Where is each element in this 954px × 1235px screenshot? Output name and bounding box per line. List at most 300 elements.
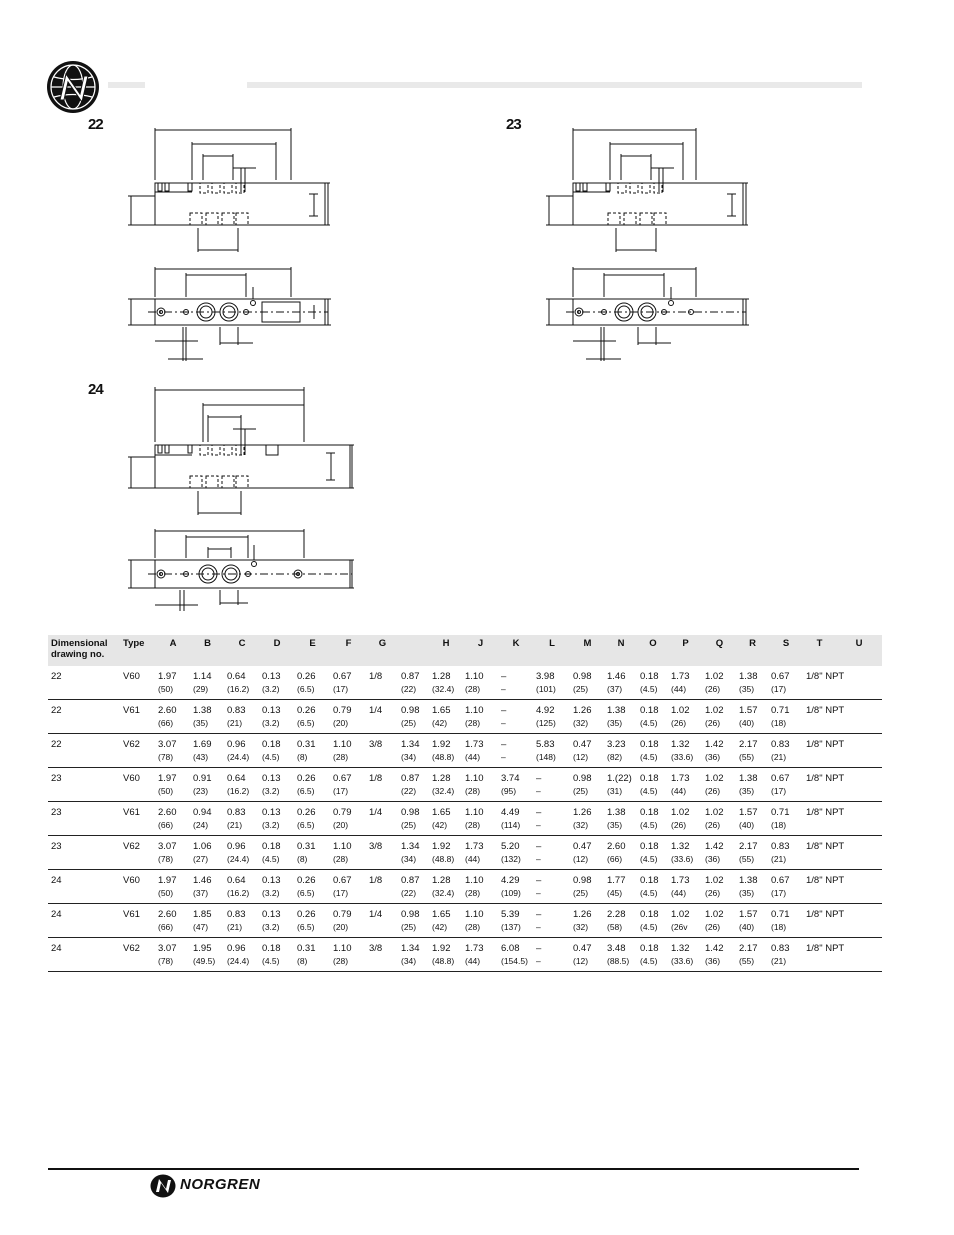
- column-header: M: [570, 635, 604, 666]
- mm-value-cell: (16.2): [224, 888, 259, 904]
- mm-value-cell: (4.5): [637, 820, 668, 836]
- inch-value-cell: 4.49: [501, 807, 520, 818]
- column-header: Type: [120, 635, 155, 666]
- mm-value-cell: (21): [768, 854, 803, 870]
- mm-value-cell: –: [533, 786, 570, 802]
- mm-value-cell: (114): [498, 820, 533, 836]
- table-row: [48, 904, 882, 923]
- filler-cell: [835, 752, 882, 768]
- inch-value-cell: 0.87: [401, 671, 420, 682]
- inch-value-cell: 1.73: [671, 671, 690, 682]
- mm-value-cell: (24.4): [224, 752, 259, 768]
- globe-swoosh-logo-icon: [46, 60, 100, 114]
- inch-value-cell: 1/8" NPT: [806, 739, 845, 750]
- mm-value-cell: (35): [604, 820, 637, 836]
- mm-value-cell: (42): [429, 718, 462, 734]
- mm-value-cell: (26): [702, 786, 736, 802]
- footer-rule: [48, 1168, 859, 1170]
- mm-value-cell: (32.4): [429, 888, 462, 904]
- inch-value-cell: 1/4: [369, 909, 383, 920]
- inch-value-cell: 0.13: [262, 705, 281, 716]
- inch-value-cell: 1.(22): [607, 773, 632, 784]
- inch-value-cell: 0.18: [262, 841, 281, 852]
- figure-label-24: 24: [88, 381, 103, 398]
- inch-value-cell: 1/8" NPT: [806, 909, 845, 920]
- empty-cell: [48, 786, 120, 802]
- mm-value-cell: (28): [462, 820, 498, 836]
- mm-value-cell: (50): [155, 888, 190, 904]
- inch-value-cell: 1.38: [607, 807, 626, 818]
- mm-value-cell: (32): [570, 820, 604, 836]
- mm-value-cell: –: [533, 956, 570, 972]
- mm-value-cell: [803, 922, 835, 938]
- mm-value-cell: (18): [768, 718, 803, 734]
- mm-value-cell: (44): [668, 888, 702, 904]
- inch-value-cell: 3/8: [369, 943, 383, 954]
- mm-value-cell: –: [533, 820, 570, 836]
- inch-value-cell: –: [536, 841, 542, 852]
- inch-value-cell: 6.08: [501, 943, 520, 954]
- inch-value-cell: 1.73: [671, 875, 690, 886]
- inch-value-cell: 3.48: [607, 943, 626, 954]
- inch-value-cell: –: [501, 739, 507, 750]
- header-bar-right: [247, 82, 862, 88]
- mm-value-cell: (35): [736, 684, 768, 700]
- table-row: [48, 700, 882, 719]
- drawing-22-plan-view: [128, 265, 338, 365]
- mm-value-cell: (66): [155, 718, 190, 734]
- inch-value-cell: 0.67: [333, 875, 352, 886]
- mm-value-cell: (66): [604, 854, 637, 870]
- inch-value-cell: 1/8" NPT: [806, 705, 845, 716]
- header-bar-left: [108, 82, 145, 88]
- mm-value-cell: [366, 752, 398, 768]
- table-row: [48, 768, 882, 787]
- empty-cell: [120, 684, 155, 700]
- mm-value-cell: (21): [224, 718, 259, 734]
- inch-value-cell: –: [536, 773, 542, 784]
- drawing-number-cell: 24: [51, 943, 62, 954]
- inch-value-cell: 0.87: [401, 773, 420, 784]
- column-header: F: [330, 635, 366, 666]
- mm-value-cell: (20): [330, 718, 366, 734]
- mm-value-cell: (35): [190, 718, 224, 734]
- mm-value-cell: [803, 956, 835, 972]
- inch-value-cell: 1.02: [671, 909, 690, 920]
- inch-value-cell: 0.98: [573, 671, 592, 682]
- column-header: P: [668, 635, 702, 666]
- inch-value-cell: 0.47: [573, 841, 592, 852]
- mm-value-cell: (36): [702, 752, 736, 768]
- filler-cell: [835, 820, 882, 836]
- mm-value-cell: (32): [570, 922, 604, 938]
- mm-value-cell: (40): [736, 922, 768, 938]
- mm-value-cell: (22): [398, 786, 429, 802]
- mm-value-cell: (37): [604, 684, 637, 700]
- mm-value-cell: (24.4): [224, 956, 259, 972]
- table-row-metric: [48, 820, 882, 836]
- mm-value-cell: (26): [668, 718, 702, 734]
- mm-value-cell: (25): [398, 718, 429, 734]
- inch-value-cell: 0.18: [640, 739, 659, 750]
- inch-value-cell: 0.67: [333, 671, 352, 682]
- inch-value-cell: 1.34: [401, 739, 420, 750]
- empty-cell: [48, 888, 120, 904]
- mm-value-cell: (95): [498, 786, 533, 802]
- mm-value-cell: (28): [462, 888, 498, 904]
- inch-value-cell: 0.18: [640, 909, 659, 920]
- column-header: K: [498, 635, 533, 666]
- filler-cell: [835, 888, 882, 904]
- mm-value-cell: (18): [768, 922, 803, 938]
- column-header: U: [835, 635, 882, 666]
- inch-value-cell: 1.10: [333, 739, 352, 750]
- empty-cell: [120, 786, 155, 802]
- empty-cell: [120, 854, 155, 870]
- mm-value-cell: (43): [190, 752, 224, 768]
- inch-value-cell: 1.10: [465, 773, 484, 784]
- mm-value-cell: (132): [498, 854, 533, 870]
- inch-value-cell: 1.02: [671, 705, 690, 716]
- mm-value-cell: (36): [702, 956, 736, 972]
- mm-value-cell: (4.5): [259, 956, 294, 972]
- inch-value-cell: 0.18: [640, 875, 659, 886]
- inch-value-cell: 1.38: [607, 705, 626, 716]
- mm-value-cell: (35): [604, 718, 637, 734]
- inch-value-cell: 1.38: [193, 705, 212, 716]
- inch-value-cell: 1/8" NPT: [806, 875, 845, 886]
- inch-value-cell: 0.96: [227, 943, 246, 954]
- inch-value-cell: 1/8" NPT: [806, 671, 845, 682]
- empty-cell: [48, 718, 120, 734]
- mm-value-cell: (55): [736, 752, 768, 768]
- inch-value-cell: 3.07: [158, 943, 177, 954]
- mm-value-cell: (12): [570, 752, 604, 768]
- mm-value-cell: –: [498, 718, 533, 734]
- mm-value-cell: (17): [330, 684, 366, 700]
- mm-value-cell: [803, 684, 835, 700]
- mm-value-cell: (44): [462, 752, 498, 768]
- mm-value-cell: (44): [462, 854, 498, 870]
- type-cell: V61: [123, 807, 140, 818]
- column-header: A: [155, 635, 190, 666]
- mm-value-cell: (21): [768, 956, 803, 972]
- inch-value-cell: 5.20: [501, 841, 520, 852]
- inch-value-cell: –: [536, 909, 542, 920]
- mm-value-cell: (58): [604, 922, 637, 938]
- inch-value-cell: 0.83: [771, 841, 790, 852]
- inch-value-cell: 1.28: [432, 773, 451, 784]
- mm-value-cell: (3.2): [259, 684, 294, 700]
- empty-cell: [120, 718, 155, 734]
- mm-value-cell: (6.5): [294, 718, 330, 734]
- mm-value-cell: (8): [294, 854, 330, 870]
- figure-label-23: 23: [506, 116, 521, 133]
- mm-value-cell: (8): [294, 956, 330, 972]
- drawing-24-side-view: [128, 385, 358, 520]
- table-row-metric: [48, 888, 882, 904]
- inch-value-cell: 4.29: [501, 875, 520, 886]
- mm-value-cell: (42): [429, 922, 462, 938]
- inch-value-cell: 1.26: [573, 807, 592, 818]
- mm-value-cell: (24.4): [224, 854, 259, 870]
- inch-value-cell: 0.31: [297, 841, 316, 852]
- mm-value-cell: (29): [190, 684, 224, 700]
- column-header: O: [637, 635, 668, 666]
- inch-value-cell: 1.65: [432, 807, 451, 818]
- mm-value-cell: (66): [155, 820, 190, 836]
- table-row-metric: [48, 956, 882, 972]
- type-cell: V60: [123, 773, 140, 784]
- inch-value-cell: 0.67: [771, 671, 790, 682]
- inch-value-cell: 1.10: [333, 841, 352, 852]
- mm-value-cell: –: [533, 922, 570, 938]
- mm-value-cell: (32.4): [429, 684, 462, 700]
- mm-value-cell: (137): [498, 922, 533, 938]
- inch-value-cell: 5.39: [501, 909, 520, 920]
- inch-value-cell: 0.13: [262, 909, 281, 920]
- inch-value-cell: 1.38: [739, 875, 758, 886]
- empty-cell: [120, 752, 155, 768]
- type-cell: V62: [123, 739, 140, 750]
- mm-value-cell: (17): [330, 888, 366, 904]
- filler-cell: [835, 854, 882, 870]
- mm-value-cell: (55): [736, 854, 768, 870]
- inch-value-cell: 0.18: [262, 943, 281, 954]
- inch-value-cell: 0.83: [227, 705, 246, 716]
- inch-value-cell: 1.97: [158, 875, 177, 886]
- column-header: J: [462, 635, 498, 666]
- inch-value-cell: 1.77: [607, 875, 626, 886]
- inch-value-cell: 1.97: [158, 773, 177, 784]
- mm-value-cell: (12): [570, 956, 604, 972]
- type-cell: V60: [123, 671, 140, 682]
- inch-value-cell: 0.98: [401, 705, 420, 716]
- mm-value-cell: (23): [190, 786, 224, 802]
- mm-value-cell: (35): [736, 786, 768, 802]
- mm-value-cell: [803, 888, 835, 904]
- mm-value-cell: [366, 820, 398, 836]
- inch-value-cell: 1.92: [432, 943, 451, 954]
- mm-value-cell: (26): [702, 718, 736, 734]
- empty-cell: [48, 854, 120, 870]
- inch-value-cell: 0.26: [297, 909, 316, 920]
- mm-value-cell: [366, 922, 398, 938]
- inch-value-cell: 0.47: [573, 943, 592, 954]
- inch-value-cell: 1/8: [369, 773, 383, 784]
- mm-value-cell: (35): [736, 888, 768, 904]
- mm-value-cell: (82): [604, 752, 637, 768]
- mm-value-cell: [366, 956, 398, 972]
- mm-value-cell: (25): [570, 786, 604, 802]
- drawing-23-side-view: [546, 120, 756, 255]
- mm-value-cell: (33.6): [668, 956, 702, 972]
- inch-value-cell: 1/4: [369, 705, 383, 716]
- inch-value-cell: 1.10: [465, 875, 484, 886]
- mm-value-cell: (148): [533, 752, 570, 768]
- inch-value-cell: 0.98: [573, 875, 592, 886]
- mm-value-cell: (3.2): [259, 922, 294, 938]
- mm-value-cell: (44): [462, 956, 498, 972]
- table-row: [48, 870, 882, 889]
- inch-value-cell: 0.26: [297, 773, 316, 784]
- inch-value-cell: 0.67: [771, 875, 790, 886]
- inch-value-cell: –: [536, 943, 542, 954]
- inch-value-cell: 1.42: [705, 739, 724, 750]
- inch-value-cell: 1.57: [739, 909, 758, 920]
- table-row: [48, 802, 882, 821]
- inch-value-cell: 0.71: [771, 705, 790, 716]
- inch-value-cell: 0.47: [573, 739, 592, 750]
- inch-value-cell: 1.73: [671, 773, 690, 784]
- drawing-22-side-view: [128, 120, 338, 255]
- mm-value-cell: (6.5): [294, 820, 330, 836]
- empty-cell: [120, 956, 155, 972]
- mm-value-cell: (17): [768, 786, 803, 802]
- mm-value-cell: (45): [604, 888, 637, 904]
- mm-value-cell: (22): [398, 684, 429, 700]
- inch-value-cell: 1.42: [705, 943, 724, 954]
- inch-value-cell: 1.69: [193, 739, 212, 750]
- filler-cell: [835, 718, 882, 734]
- mm-value-cell: (27): [190, 854, 224, 870]
- mm-value-cell: (42): [429, 820, 462, 836]
- mm-value-cell: (28): [462, 786, 498, 802]
- inch-value-cell: 0.98: [573, 773, 592, 784]
- inch-value-cell: 3.98: [536, 671, 555, 682]
- inch-value-cell: 3.23: [607, 739, 626, 750]
- mm-value-cell: (12): [570, 854, 604, 870]
- inch-value-cell: 1.46: [607, 671, 626, 682]
- inch-value-cell: 0.79: [333, 909, 352, 920]
- table-header-row: [48, 635, 882, 666]
- inch-value-cell: 5.83: [536, 739, 555, 750]
- column-header: E: [294, 635, 330, 666]
- inch-value-cell: –: [501, 705, 507, 716]
- mm-value-cell: (6.5): [294, 888, 330, 904]
- mm-value-cell: (6.5): [294, 786, 330, 802]
- inch-value-cell: 0.71: [771, 909, 790, 920]
- inch-value-cell: 4.92: [536, 705, 555, 716]
- inch-value-cell: 0.67: [771, 773, 790, 784]
- inch-value-cell: 3.74: [501, 773, 520, 784]
- inch-value-cell: 1.02: [705, 705, 724, 716]
- inch-value-cell: 0.79: [333, 705, 352, 716]
- inch-value-cell: 0.94: [193, 807, 212, 818]
- inch-value-cell: 1.46: [193, 875, 212, 886]
- inch-value-cell: 1.28: [432, 671, 451, 682]
- inch-value-cell: 0.26: [297, 875, 316, 886]
- mm-value-cell: (17): [768, 684, 803, 700]
- inch-value-cell: 0.64: [227, 875, 246, 886]
- inch-value-cell: 0.18: [640, 671, 659, 682]
- inch-value-cell: 0.87: [401, 875, 420, 886]
- mm-value-cell: (21): [224, 922, 259, 938]
- inch-value-cell: 2.28: [607, 909, 626, 920]
- inch-value-cell: 1/8" NPT: [806, 773, 845, 784]
- mm-value-cell: (78): [155, 956, 190, 972]
- inch-value-cell: 0.91: [193, 773, 212, 784]
- inch-value-cell: 1/8" NPT: [806, 841, 845, 852]
- mm-value-cell: (28): [462, 718, 498, 734]
- inch-value-cell: 2.60: [158, 909, 177, 920]
- mm-value-cell: –: [533, 888, 570, 904]
- inch-value-cell: 1.65: [432, 705, 451, 716]
- drawing-number-cell: 23: [51, 807, 62, 818]
- filler-cell: [835, 956, 882, 972]
- inch-value-cell: 1.10: [465, 671, 484, 682]
- mm-value-cell: (109): [498, 888, 533, 904]
- drawing-number-cell: 24: [51, 909, 62, 920]
- drawing-number-cell: 24: [51, 875, 62, 886]
- mm-value-cell: (33.6): [668, 752, 702, 768]
- inch-value-cell: 2.60: [158, 807, 177, 818]
- mm-value-cell: (66): [155, 922, 190, 938]
- inch-value-cell: 0.96: [227, 841, 246, 852]
- mm-value-cell: (40): [736, 718, 768, 734]
- inch-value-cell: 0.71: [771, 807, 790, 818]
- mm-value-cell: [366, 854, 398, 870]
- mm-value-cell: –: [533, 854, 570, 870]
- inch-value-cell: 1.10: [465, 909, 484, 920]
- mm-value-cell: (6.5): [294, 684, 330, 700]
- mm-value-cell: (32.4): [429, 786, 462, 802]
- inch-value-cell: 0.18: [640, 705, 659, 716]
- type-cell: V61: [123, 705, 140, 716]
- inch-value-cell: 1.10: [333, 943, 352, 954]
- drawing-24-plan-view: [128, 525, 358, 615]
- inch-value-cell: –: [536, 875, 542, 886]
- mm-value-cell: (8): [294, 752, 330, 768]
- mm-value-cell: (16.2): [224, 684, 259, 700]
- inch-value-cell: 0.13: [262, 671, 281, 682]
- inch-value-cell: 0.64: [227, 773, 246, 784]
- mm-value-cell: [366, 684, 398, 700]
- mm-value-cell: [803, 718, 835, 734]
- inch-value-cell: 1.73: [465, 841, 484, 852]
- mm-value-cell: (48.8): [429, 956, 462, 972]
- drawing-number-cell: 23: [51, 841, 62, 852]
- inch-value-cell: 2.17: [739, 739, 758, 750]
- mm-value-cell: (20): [330, 820, 366, 836]
- column-header: G: [366, 635, 398, 666]
- mm-value-cell: (50): [155, 684, 190, 700]
- mm-value-cell: (55): [736, 956, 768, 972]
- mm-value-cell: (33.6): [668, 854, 702, 870]
- mm-value-cell: [366, 888, 398, 904]
- mm-value-cell: [803, 752, 835, 768]
- inch-value-cell: 1.92: [432, 841, 451, 852]
- table-row-metric: [48, 684, 882, 700]
- mm-value-cell: (25): [570, 888, 604, 904]
- inch-value-cell: 1.34: [401, 943, 420, 954]
- column-header: [398, 635, 429, 666]
- inch-value-cell: 1.57: [739, 807, 758, 818]
- inch-value-cell: 1/8: [369, 875, 383, 886]
- inch-value-cell: 0.83: [771, 943, 790, 954]
- inch-value-cell: 1/8: [369, 671, 383, 682]
- empty-cell: [48, 820, 120, 836]
- type-cell: V60: [123, 875, 140, 886]
- inch-value-cell: 0.18: [640, 943, 659, 954]
- table-row-metric: [48, 854, 882, 870]
- mm-value-cell: (4.5): [259, 854, 294, 870]
- mm-value-cell: (4.5): [637, 684, 668, 700]
- inch-value-cell: –: [501, 671, 507, 682]
- filler-cell: [835, 786, 882, 802]
- inch-value-cell: 1.95: [193, 943, 212, 954]
- mm-value-cell: (26): [702, 922, 736, 938]
